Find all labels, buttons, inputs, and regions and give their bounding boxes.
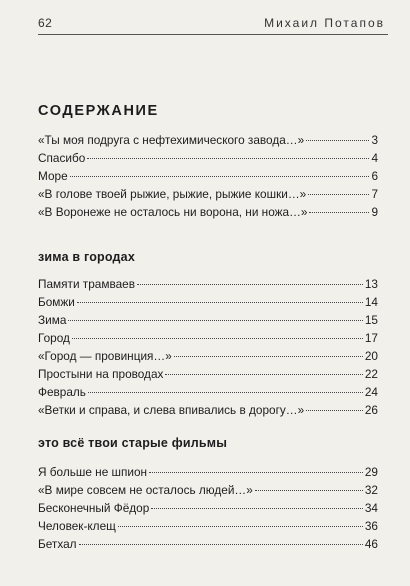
toc-entry bbox=[38, 517, 378, 535]
toc-entry bbox=[38, 535, 378, 553]
toc-entry-page: 26 bbox=[364, 403, 378, 417]
page-header bbox=[0, 0, 410, 36]
header-divider bbox=[38, 34, 388, 35]
toc-entry-page: 24 bbox=[364, 385, 378, 399]
toc-entry-page: 34 bbox=[364, 501, 378, 515]
dot-leader bbox=[165, 374, 362, 375]
toc-entry bbox=[38, 167, 378, 185]
toc-entry bbox=[38, 401, 378, 419]
dot-leader bbox=[174, 356, 363, 357]
toc-entry bbox=[38, 149, 378, 167]
toc-entry-page: 14 bbox=[364, 295, 378, 309]
toc-entry bbox=[38, 481, 378, 499]
toc-entry-page: 9 bbox=[371, 205, 378, 219]
dot-leader bbox=[255, 490, 363, 491]
toc-title: СОДЕРЖАНИЕ bbox=[38, 103, 159, 119]
toc-entry-title: Спасибо bbox=[38, 151, 86, 165]
toc-entry-title: «В голове твоей рыжие, рыжие, рыжие кошки…» bbox=[38, 187, 307, 201]
toc-section-list bbox=[38, 275, 378, 419]
toc-section-list bbox=[38, 463, 378, 553]
dot-leader bbox=[309, 212, 369, 213]
dot-leader bbox=[149, 472, 363, 473]
toc-entry-page: 17 bbox=[364, 331, 378, 345]
dot-leader bbox=[306, 410, 363, 411]
toc-entry bbox=[38, 383, 378, 401]
toc-entry bbox=[38, 311, 378, 329]
toc-entry-page: 36 bbox=[364, 519, 378, 533]
toc-entry-page: 7 bbox=[371, 187, 378, 201]
toc-entry-title: Февраль bbox=[38, 385, 86, 399]
toc-entry-page: 4 bbox=[371, 151, 378, 165]
toc-entry-title: Город bbox=[38, 331, 70, 345]
toc-entry bbox=[38, 203, 378, 221]
toc-entry bbox=[38, 463, 378, 481]
toc-entry-page: 29 bbox=[364, 465, 378, 479]
dot-leader bbox=[79, 544, 363, 545]
dot-leader bbox=[308, 194, 369, 195]
dot-leader bbox=[72, 338, 363, 339]
dot-leader bbox=[87, 158, 369, 159]
toc-entry-title: Бомжи bbox=[38, 295, 75, 309]
toc-entry bbox=[38, 329, 378, 347]
toc-entry-title: Море bbox=[38, 169, 68, 183]
toc-entry-title: «В Воронеже не осталось ни ворона, ни ножа…» bbox=[38, 205, 308, 219]
toc-entry-title: Я больше не шпион bbox=[38, 465, 148, 479]
dot-leader bbox=[306, 140, 369, 141]
dot-leader bbox=[88, 392, 363, 393]
toc-entry-page: 32 bbox=[364, 483, 378, 497]
running-head-author: Михаил Потапов bbox=[264, 16, 385, 30]
toc-entry bbox=[38, 347, 378, 365]
dot-leader bbox=[68, 320, 362, 321]
toc-entry-page: 22 bbox=[364, 367, 378, 381]
toc-entry bbox=[38, 131, 378, 149]
section-title: это всё твои старые фильмы bbox=[38, 436, 228, 450]
toc-entry-title: Человек-клещ bbox=[38, 519, 116, 533]
toc-entry-page: 46 bbox=[364, 537, 378, 551]
toc-entry-title: «Ты моя подруга с нефтехимического завода…» bbox=[38, 133, 305, 147]
toc-entry bbox=[38, 365, 378, 383]
toc-entry-title: «Город — провинция…» bbox=[38, 349, 172, 363]
toc-entry-title: Зима bbox=[38, 313, 67, 327]
toc-intro-list bbox=[38, 131, 378, 221]
toc-entry bbox=[38, 185, 378, 203]
toc-entry-title: Простыни на проводах bbox=[38, 367, 164, 381]
toc-entry-page: 15 bbox=[364, 313, 378, 327]
dot-leader bbox=[151, 508, 363, 509]
toc-entry-title: Памяти трамваев bbox=[38, 277, 135, 291]
toc-entry bbox=[38, 293, 378, 311]
toc-entry-title: «В мире совсем не осталось людей…» bbox=[38, 483, 253, 497]
toc-entry bbox=[38, 275, 378, 293]
dot-leader bbox=[77, 302, 363, 303]
toc-entry-page: 3 bbox=[371, 133, 378, 147]
page-number: 62 bbox=[38, 16, 53, 30]
toc-entry-title: Бесконечный Фёдор bbox=[38, 501, 150, 515]
dot-leader bbox=[118, 526, 363, 527]
section-title: зима в городах bbox=[38, 250, 135, 264]
dot-leader bbox=[70, 176, 370, 177]
toc-entry-title: Бетхал bbox=[38, 537, 77, 551]
toc-entry-title: «Ветки и справа, и слева впивались в дорогу…» bbox=[38, 403, 305, 417]
toc-entry-page: 6 bbox=[371, 169, 378, 183]
toc-entry-page: 13 bbox=[364, 277, 378, 291]
toc-entry bbox=[38, 499, 378, 517]
toc-entry-page: 20 bbox=[364, 349, 378, 363]
dot-leader bbox=[137, 284, 363, 285]
